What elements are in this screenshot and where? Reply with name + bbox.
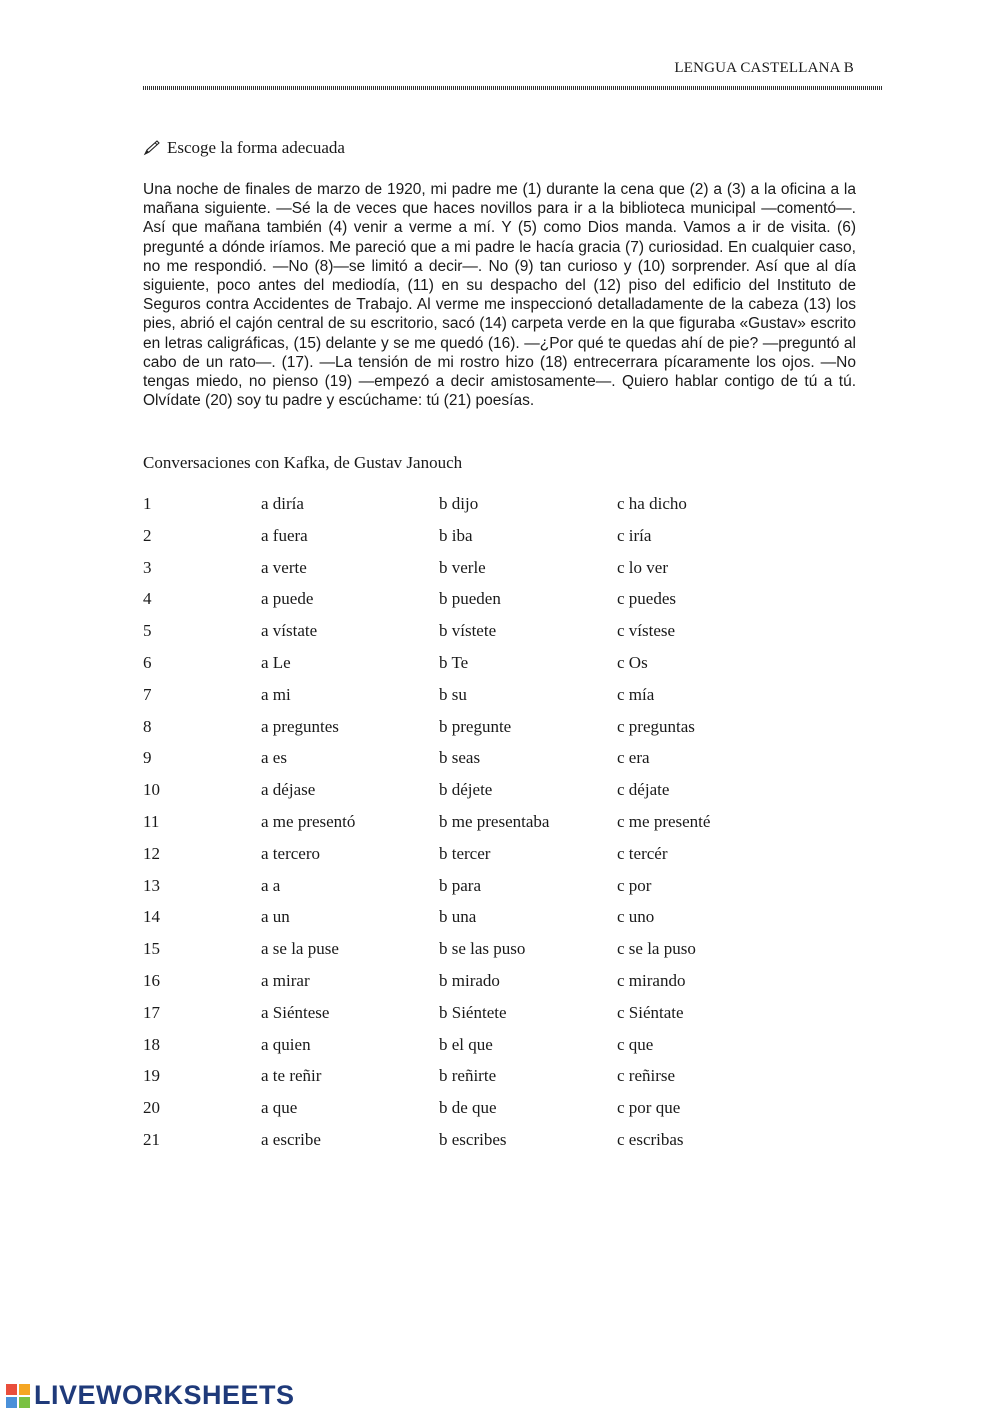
option-number: 11 [143, 811, 160, 831]
option-a[interactable]: a se la puse [261, 939, 339, 959]
option-c[interactable]: c preguntas [617, 716, 695, 736]
option-a[interactable]: a quien [261, 1034, 311, 1054]
logo-text: LIVEWORKSHEETS [34, 1380, 295, 1410]
option-b[interactable]: b iba [439, 525, 473, 545]
option-number: 5 [143, 621, 152, 641]
option-b[interactable]: b dijo [439, 494, 479, 513]
option-b[interactable]: b reñirte [439, 1066, 497, 1086]
option-a[interactable]: a escribe [261, 1129, 321, 1149]
option-number: 16 [143, 970, 160, 990]
instruction [143, 138, 345, 158]
option-number: 17 [143, 1002, 160, 1022]
option-a[interactable]: a a [261, 875, 281, 895]
source-citation: Conversaciones con Kafka, de Gustav Janouch [143, 453, 463, 472]
option-number: 14 [143, 907, 160, 927]
option-a[interactable]: a que [261, 1098, 298, 1118]
option-b[interactable]: b de que [439, 1098, 497, 1118]
option-c[interactable]: c escribas [617, 1129, 684, 1149]
option-c[interactable]: c lo ver [617, 557, 668, 577]
option-c[interactable]: c uno [617, 907, 655, 927]
option-b[interactable]: b Te [439, 652, 469, 672]
option-a[interactable]: a vístate [261, 621, 318, 641]
option-a[interactable]: a puede [261, 589, 314, 609]
option-b[interactable]: b Siéntete [439, 1002, 507, 1022]
option-row [143, 774, 883, 806]
option-number: 2 [143, 525, 152, 545]
option-a[interactable]: a un [261, 907, 290, 927]
option-b[interactable]: b déjete [439, 780, 493, 800]
passage-text: Una noche de finales de marzo de 1920, mi padre me (1) durante la cena que (2) a (3) a la oficina a la mañana siguiente. —Sé la de veces que haces novillos para ir a la biblioteca municipal —comentó—. Así que mañana también (4) venir a verme a mí. Y (5) como Dios manda. Vamos a ir de visita. (6) pregunté a dónde iríamos. Me pareció que a mi padre le hacía gracia (7) curiosidad. En cualquier caso, no me respondió. —No (8)—se limitó a decir—. No (9) tan curioso y (10) sorprender. Así que al día siguiente, poco antes del mediodía, (11) en su despacho del (12) piso del edificio del Instituto de Seguros contra Accidentes de Trabajo. Al verme me inspeccionó detalladamente de la cabeza (13) los pies, abrió el cajón central de su escritorio, sacó (14) carpeta verde en la que figuraba «Gustav» escrito en letras caligráficas, (15) delante y se me quedó (16). —¿Por qué te quedas ahí de pie? —preguntó al cabo de un rato—. (17). —La tensión de mi rostro hizo (18) entrecerrara pícaramente los ojos. —No tengas miedo, no pienso (19) —empezó a decir amistosamente—. Quiero hablar contigo de tú a tú. Olvídate (20) soy tu padre y escúchame: tú (21) poesías. [143, 181, 856, 410]
option-c[interactable]: c Os [617, 652, 648, 672]
option-row [143, 965, 883, 997]
instruction-text: Escoge la forma adecuada [167, 138, 345, 157]
option-a[interactable]: a preguntes [261, 716, 339, 736]
option-a[interactable]: a diría [261, 494, 304, 513]
option-b[interactable]: b para [439, 875, 482, 895]
option-a[interactable]: a déjase [261, 780, 316, 800]
option-c[interactable]: c reñirse [617, 1066, 676, 1086]
option-number: 9 [143, 748, 152, 768]
option-row [143, 552, 883, 584]
option-row [143, 806, 883, 838]
option-number: 19 [143, 1066, 160, 1086]
option-row [143, 1092, 883, 1124]
option-row [143, 870, 883, 902]
pencil-icon [143, 140, 161, 156]
option-number: 10 [143, 780, 160, 800]
option-a[interactable]: a es [261, 748, 287, 768]
option-b[interactable]: b pueden [439, 589, 501, 609]
option-b[interactable]: b una [439, 907, 477, 927]
option-b[interactable]: b el que [439, 1034, 493, 1054]
option-row [143, 933, 883, 965]
option-row [143, 679, 883, 711]
option-c[interactable]: c vístese [617, 621, 676, 641]
option-number: 12 [143, 843, 160, 863]
option-number: 3 [143, 557, 152, 577]
option-c[interactable]: c me presenté [617, 811, 711, 831]
liveworksheets-logo-icon [6, 1384, 30, 1408]
option-c[interactable]: c por [617, 875, 652, 895]
option-c[interactable]: c Siéntate [617, 1002, 684, 1022]
option-c[interactable]: c mía [617, 684, 655, 704]
option-c[interactable]: c por que [617, 1098, 681, 1118]
options-list [143, 488, 883, 1156]
option-b[interactable]: b tercer [439, 843, 491, 863]
option-c[interactable]: c era [617, 748, 650, 768]
option-number: 4 [143, 589, 152, 609]
option-a[interactable]: a te reñir [261, 1066, 322, 1086]
header-title: LENGUA CASTELLANA B [674, 60, 854, 76]
option-c[interactable]: c se la puso [617, 939, 696, 959]
option-number: 6 [143, 652, 152, 672]
option-a[interactable]: a Siéntese [261, 1002, 330, 1022]
option-number: 1 [143, 494, 152, 513]
option-a[interactable]: a verte [261, 557, 307, 577]
option-row [143, 615, 883, 647]
option-number: 20 [143, 1098, 160, 1118]
option-a[interactable]: a Le [261, 652, 291, 672]
option-a[interactable]: a mi [261, 684, 291, 704]
option-number: 13 [143, 875, 160, 895]
option-b[interactable]: b verle [439, 557, 486, 577]
option-row [143, 1029, 883, 1061]
option-a[interactable]: a tercero [261, 843, 320, 863]
option-c[interactable]: c tercér [617, 843, 668, 863]
option-b[interactable]: b su [439, 684, 467, 704]
option-a[interactable]: a me presentó [261, 811, 356, 831]
option-b[interactable]: b pregunte [439, 716, 512, 736]
option-a[interactable]: a mirar [261, 970, 310, 990]
option-row [143, 1060, 883, 1092]
option-c[interactable]: c puedes [617, 589, 677, 609]
option-row [143, 711, 883, 743]
option-c[interactable]: c mirando [617, 970, 686, 990]
option-row [143, 742, 883, 774]
option-number: 15 [143, 939, 160, 959]
liveworksheets-logo [6, 1380, 295, 1411]
option-number: 7 [143, 684, 152, 704]
option-a[interactable]: a fuera [261, 525, 308, 545]
option-b[interactable]: b se las puso [439, 939, 526, 959]
option-c[interactable]: c iría [617, 525, 652, 545]
option-number: 8 [143, 716, 152, 736]
option-b[interactable]: b seas [439, 748, 481, 768]
option-row [143, 647, 883, 679]
option-c[interactable]: c déjate [617, 780, 670, 800]
option-row [143, 583, 883, 615]
option-row [143, 901, 883, 933]
option-b[interactable]: b escribes [439, 1129, 507, 1149]
option-b[interactable]: b me presentaba [439, 811, 550, 831]
header-rule [143, 86, 883, 90]
option-row [143, 1124, 883, 1156]
option-row [143, 488, 883, 520]
option-number: 18 [143, 1034, 160, 1054]
option-row [143, 520, 883, 552]
option-row [143, 838, 883, 870]
option-number: 21 [143, 1129, 160, 1149]
option-b[interactable]: b mirado [439, 970, 500, 990]
option-row [143, 997, 883, 1029]
option-b[interactable]: b vístete [439, 621, 497, 641]
option-c[interactable]: c que [617, 1034, 654, 1054]
option-c[interactable]: c ha dicho [617, 494, 687, 513]
